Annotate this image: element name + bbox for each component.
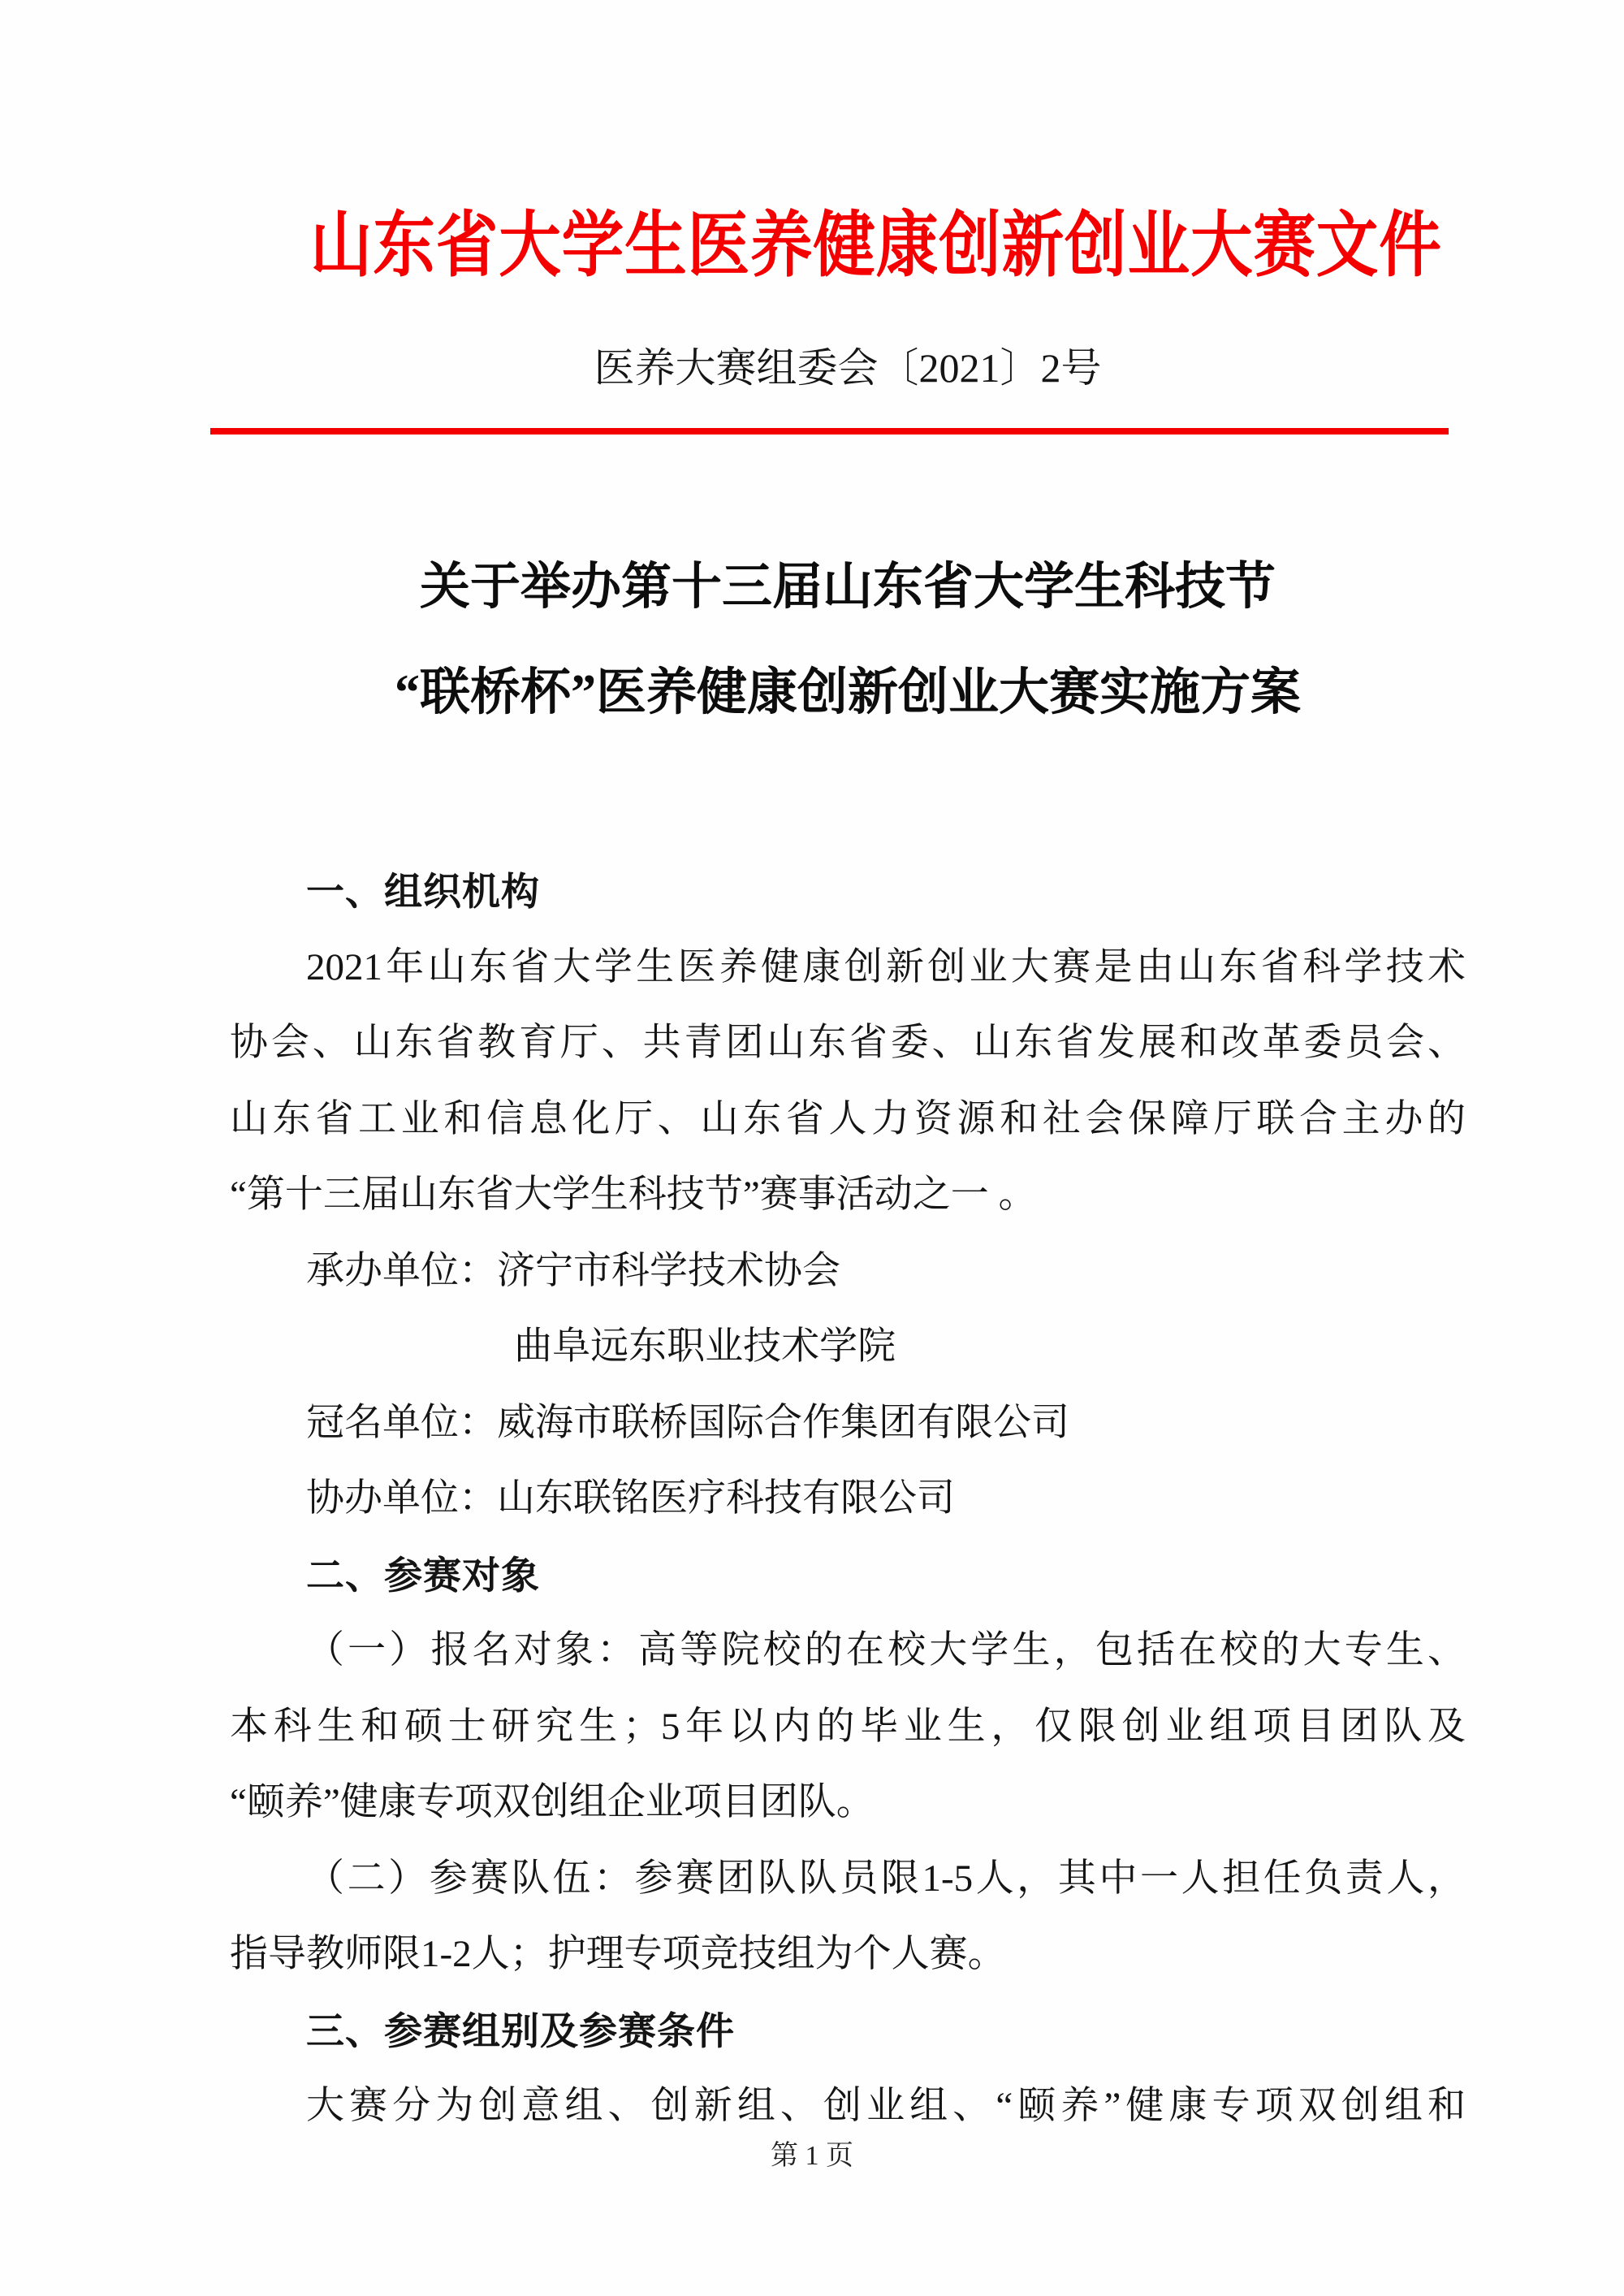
body-line-sponsor: 冠名单位：威海市联桥国际合作集团有限公司: [306, 1401, 1069, 1444]
body-line: “第十三届山东省大学生科技节”赛事活动之一 。: [230, 1174, 1037, 1216]
body-line-co-organizer: 协办单位：山东联铭医疗科技有限公司: [306, 1477, 955, 1520]
body-line: （二）参赛队伍：参赛团队队员限1-5人，其中一人担任负责人，: [306, 1857, 1466, 1900]
body-line: 指导教师限1-2人；护理专项竞技组为个人赛。: [230, 1933, 1006, 1975]
section-heading-1: 一、组织机构: [306, 870, 540, 913]
body-line: “颐养”健康专项双创组企业项目团队。: [230, 1781, 875, 1823]
body-line: 2021年山东省大学生医养健康创新创业大赛是由山东省科学技术: [306, 945, 1466, 988]
section-heading-3: 三、参赛组别及参赛条件: [306, 2008, 735, 2052]
body-line: 大赛分为创意组、创新组、创业组、“颐养”健康专项双创组和: [306, 2085, 1466, 2127]
body-line-organizer: 承办单位：济宁市科学技术协会: [306, 1249, 840, 1292]
section-heading-2: 二、参赛对象: [306, 1553, 540, 1597]
body-line: 山东省工业和信息化厅、山东省人力资源和社会保障厅联合主办的: [230, 1097, 1466, 1140]
doc-number: 医养大赛组委会〔2021〕2号: [594, 345, 1102, 391]
doc-title-line-1: 关于举办第十三届山东省大学生科技节: [419, 560, 1276, 615]
doc-title-line-2: “联桥杯”医养健康创新创业大赛实施方案: [394, 665, 1301, 720]
red-header-org-title: 山东省大学生医养健康创新创业大赛文件: [309, 205, 1442, 285]
body-text: [230, 854, 1466, 2145]
footer-page-number: 第 1 页: [771, 2141, 853, 2171]
red-divider-rule: [210, 428, 1449, 435]
body-line: （一）报名对象：高等院校的在校大学生，包括在校的大专生、: [306, 1629, 1466, 1671]
doc-title: [230, 534, 1466, 746]
body-line: 协会、山东省教育厅、共青团山东省委、山东省发展和改革委员会、: [230, 1022, 1466, 1064]
body-line-organizer-2: 曲阜远东职业技术学院: [514, 1325, 896, 1368]
body-line: 本科生和硕士研究生；5年以内的毕业生，仅限创业组项目团队及: [230, 1705, 1466, 1748]
